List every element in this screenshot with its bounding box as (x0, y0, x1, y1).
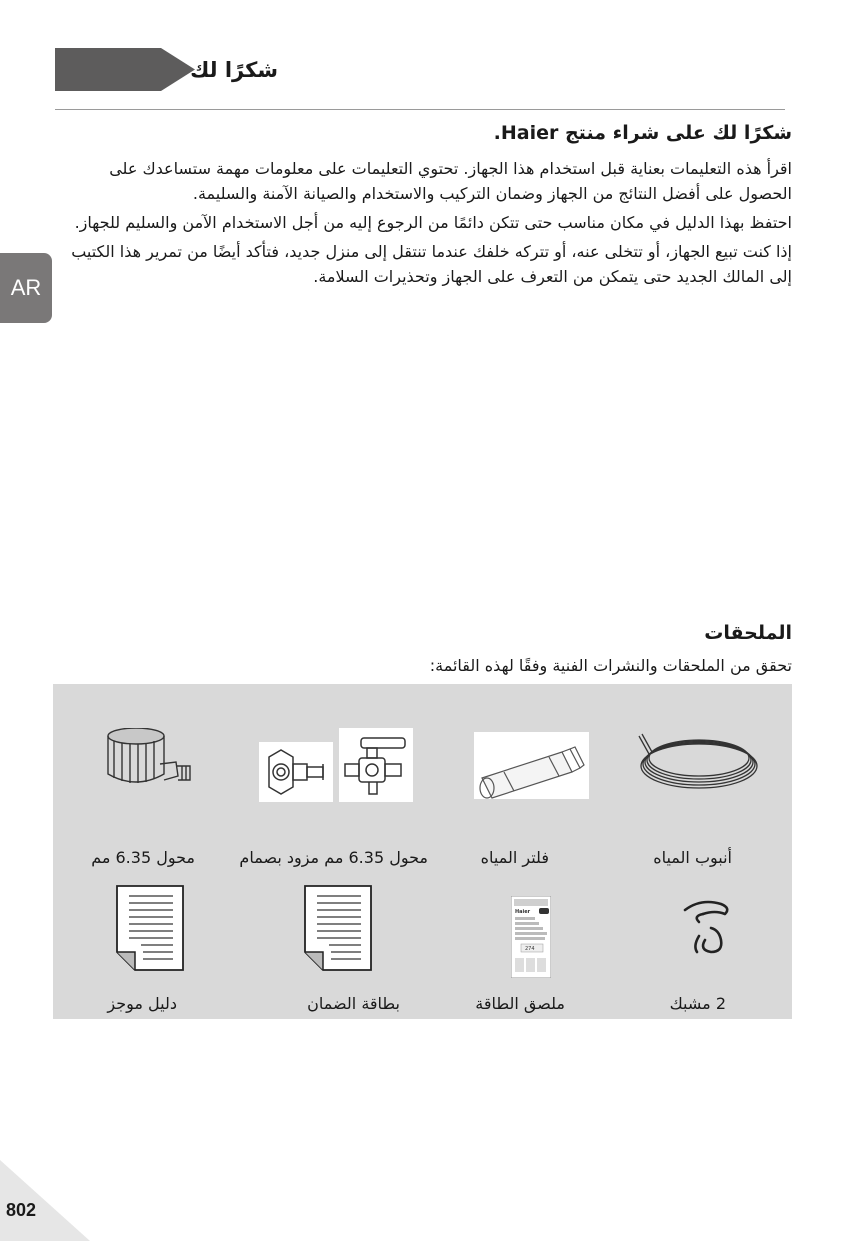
item-label-energy-label: ملصق الطاقة (475, 994, 565, 1013)
item-label-water-pipe: أنبوب المياه (653, 848, 732, 867)
clip-icon (679, 896, 735, 958)
paragraph-read-instructions: اقرأ هذه التعليمات بعناية قبل استخدام هذا الجهاز. تحتوي التعليمات على معلومات مهمة ستساعدك على الحصول على أفضل النتائج من الجهاز وضمان التركيب والاستخدام والصيانة الآمنة والسليمة. (109, 159, 792, 203)
page-number: 802 (6, 1200, 37, 1220)
adapter-icon (98, 728, 198, 808)
warranty-card-icon (303, 884, 373, 972)
header-banner (55, 48, 195, 91)
divider (55, 109, 785, 110)
paragraph-keep-manual: احتفظ بهذا الدليل في مكان مناسب حتى تتكن دائمًا من الرجوع إليه من أجل الاستخدام الآمن والسليم للجهاز. (74, 213, 792, 232)
item-label-water-filter: فلتر المياه (480, 848, 549, 867)
paragraph-pass-on: إذا كنت تبيع الجهاز، أو تتخلى عنه، أو تتركه خلفك عندما تنتقل إلى منزل جديد، فتأكد أيضًا من تمرير هذا الكتيب إلى المالك الجديد حتى يتمكن من التعرف على الجهاز وتحذيرات السلامة. (71, 242, 792, 286)
item-label-quick-guide: دليل موجز (107, 994, 177, 1013)
accessories-intro: تحقق من الملحقات والنشرات الفنية وفقًا لهذه القائمة: (429, 656, 792, 675)
language-tab[interactable] (0, 253, 52, 323)
valve-icon (339, 728, 413, 802)
item-label-clips: 2 مشبك (669, 994, 726, 1013)
accessories-heading: الملحقات (704, 622, 792, 644)
energy-label-value: 274 (525, 946, 535, 952)
quick-guide-icon (115, 884, 185, 972)
water-filter-icon (474, 732, 589, 799)
valve-adapter-icon (259, 742, 333, 802)
thanks-heading: شكرًا لك على شراء منتج Haier. (493, 122, 792, 144)
intro-paragraphs (57, 156, 792, 293)
item-label-adapter: محول 6.35 مم (91, 848, 195, 867)
water-pipe-icon (635, 724, 761, 794)
accessories-panel (53, 684, 792, 1019)
section-title: شكرًا لك (190, 58, 278, 82)
item-label-warranty-card: بطاقة الضمان (307, 994, 400, 1013)
item-label-valve-adapter: محول 6.35 مم مزود بصمام (239, 848, 428, 867)
energy-label-brand: Haier (515, 909, 531, 915)
language-tab-label: AR (10, 275, 42, 300)
energy-label-icon (511, 896, 551, 978)
